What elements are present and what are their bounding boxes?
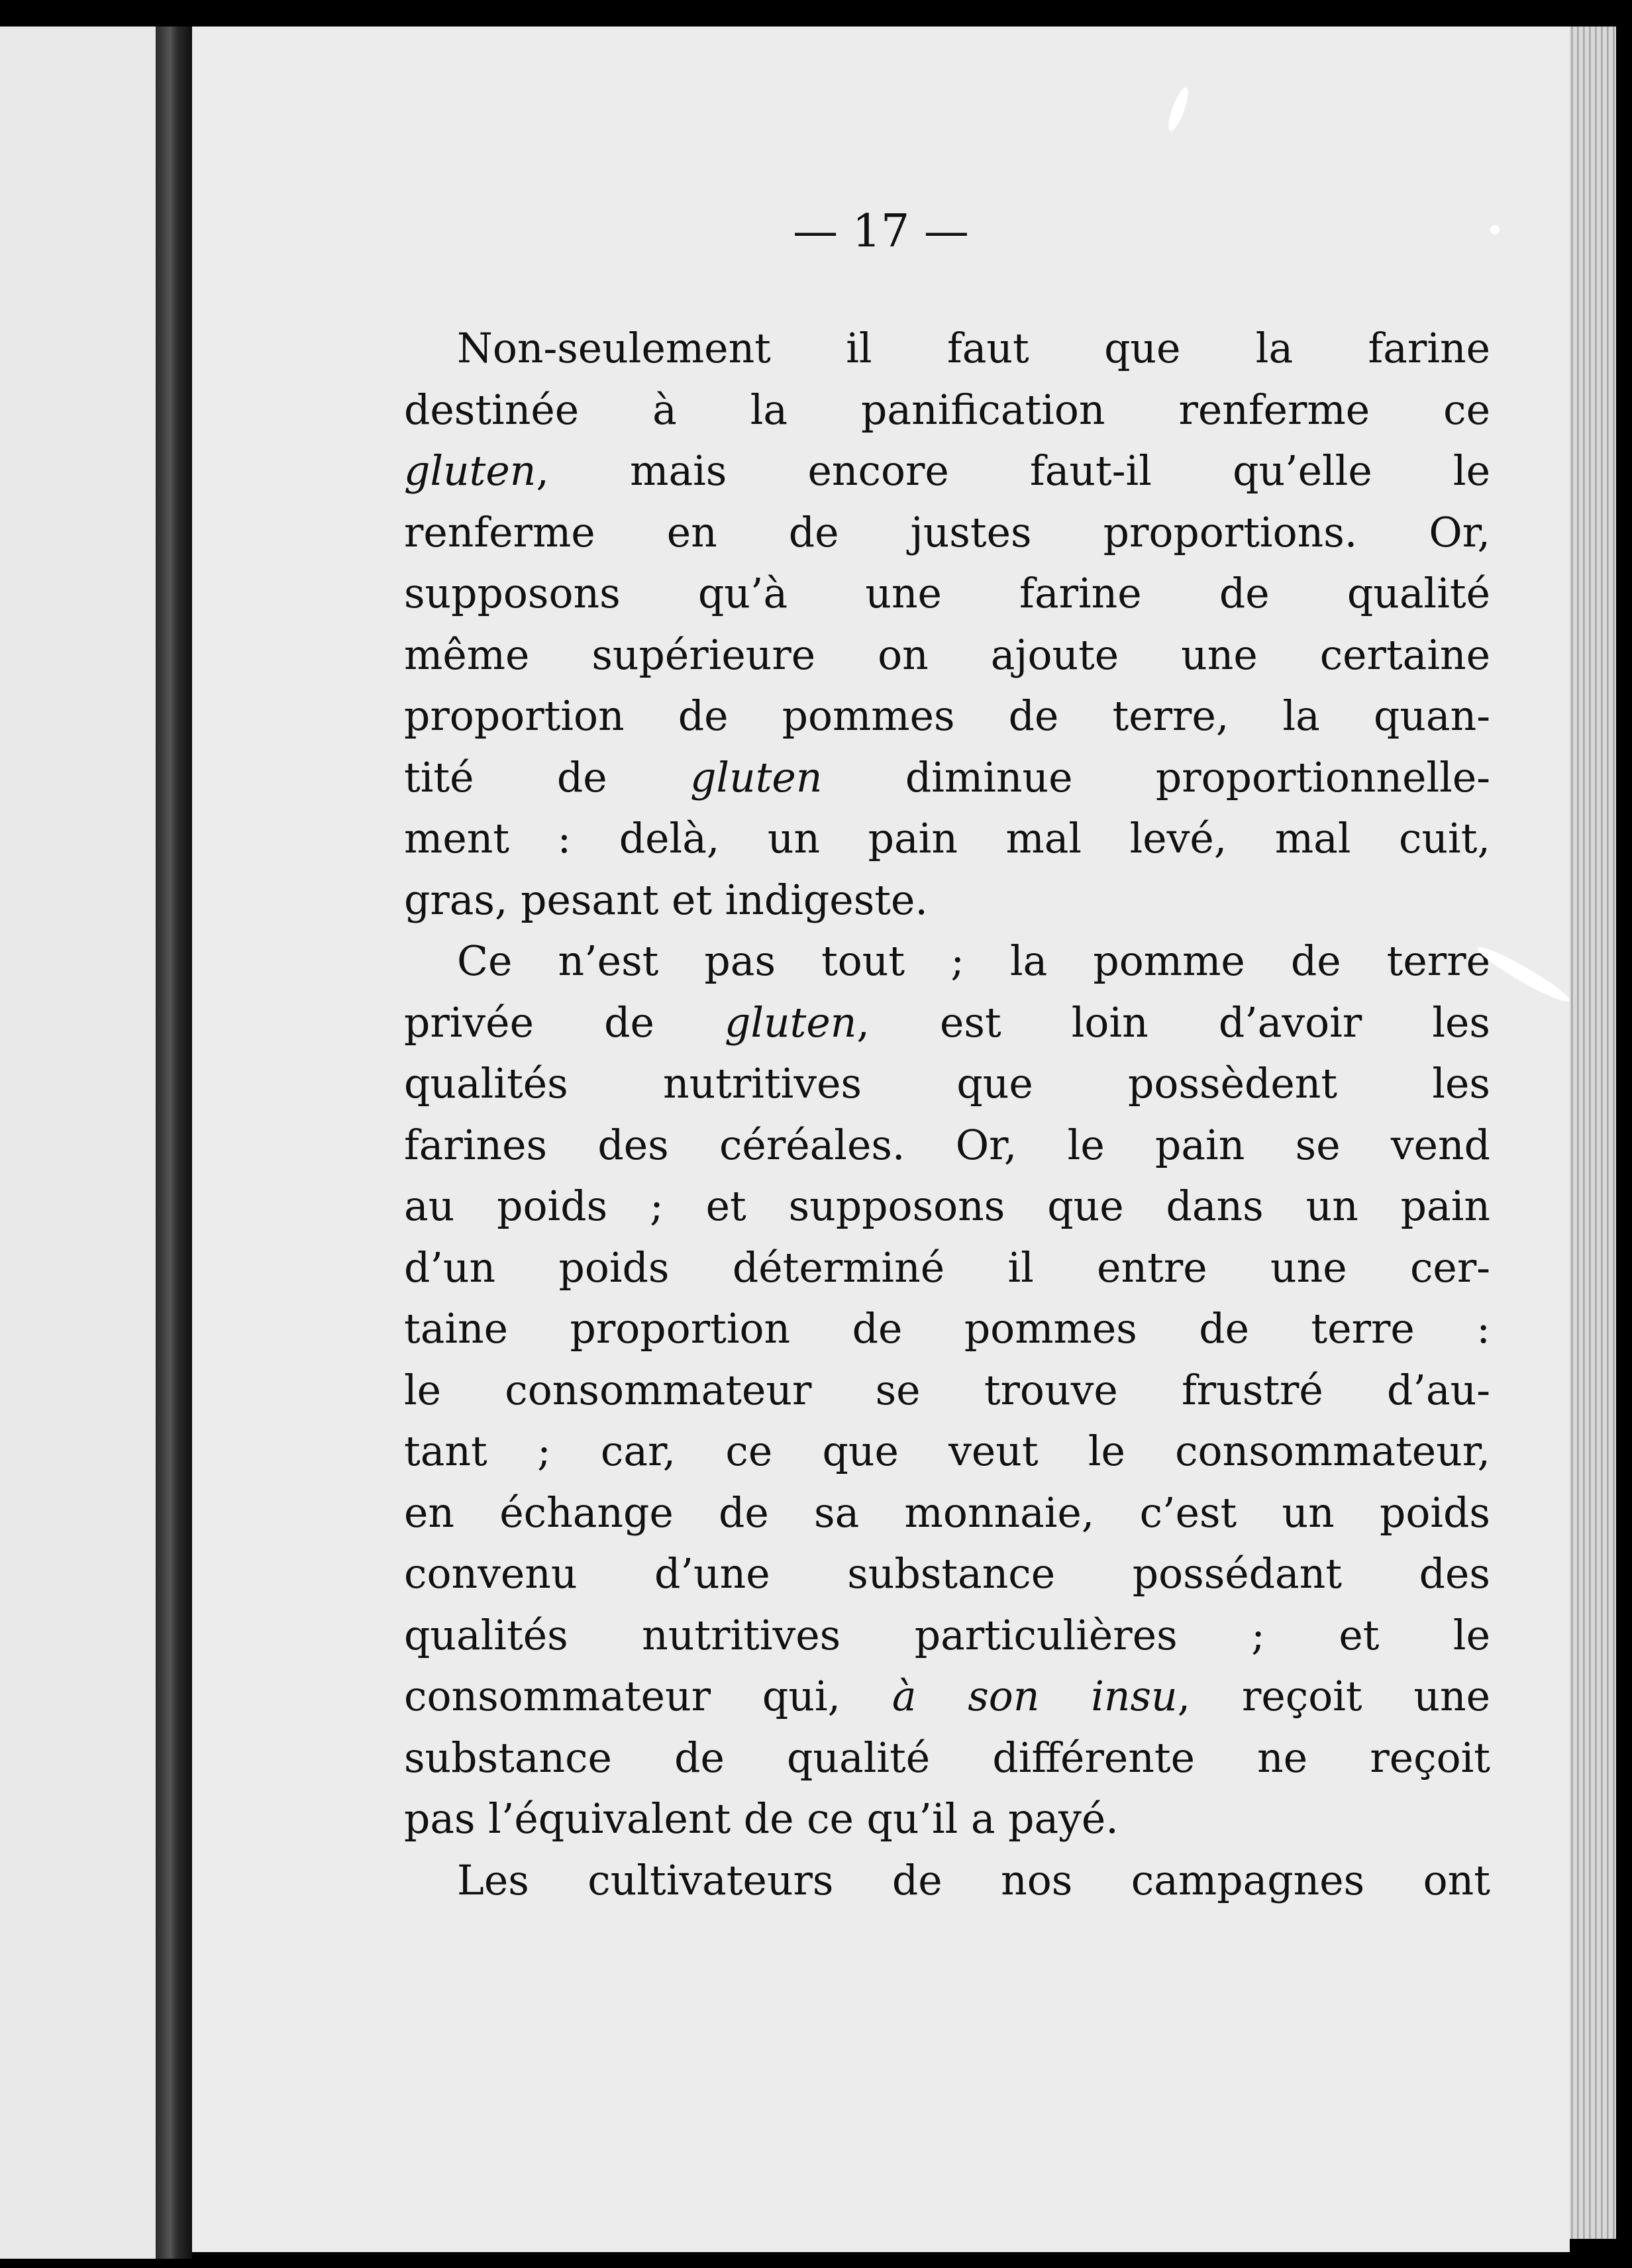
text-line: renferme en de justes proportions. Or, [404,508,1490,556]
text-line: en échange de sa monnaie, c’est un poids [404,1488,1490,1537]
text-line: taine proportion de pommes de terre : [404,1305,1490,1353]
text-line: convenu d’une substance possédant des [404,1550,1490,1598]
text-line: gras, pesant et indigeste. [404,876,928,924]
text-line: tité de gluten diminue proportionnelle- [404,753,1490,801]
text-line: supposons qu’à une farine de qualité [404,570,1490,617]
text-line: au poids ; et supposons que dans un pain [404,1182,1490,1230]
text-line: le consommateur se trouve frustré d’au- [404,1366,1490,1414]
text-line: privée de gluten, est loin d’avoir les [404,998,1490,1047]
page-number: — 17 — [793,205,969,258]
text-line: Ce n’est pas tout ; la pomme de terre [457,937,1490,985]
text-line: Non-seulement il faut que la farine [457,325,1490,372]
text-line: Les cultivateurs de nos campagnes ont [457,1856,1490,1904]
text-line: tant ; car, ce que veut le consommateur, [404,1427,1490,1475]
text-line: consommateur qui, à son insu, reçoit une [404,1673,1490,1720]
text-line: farines des céréales. Or, le pain se vend [404,1121,1490,1169]
text-line: qualités nutritives particulières ; et le [404,1611,1490,1659]
book-gutter [156,26,192,2259]
text-line: même supérieure on ajoute une certaine [404,631,1490,679]
text-line: pas l’équivalent de ce qu’il a payé. [404,1795,1119,1843]
text-line: substance de qualité différente ne reçoit [404,1733,1490,1782]
facing-page-edge [0,26,156,2259]
text-line: d’un poids déterminé il entre une cer- [404,1243,1490,1292]
text-line: proportion de pommes de terre, la quan- [404,692,1490,740]
body-text [404,318,1490,1911]
scan-speck [1165,85,1192,133]
text-line: ment : delà, un pain mal levé, mal cuit, [404,815,1490,862]
text-line: destinée à la panification renferme ce [404,386,1490,434]
text-line: qualités nutritives que possèdent les [404,1060,1490,1108]
scan-speck [1490,225,1500,234]
text-line: gluten, mais encore faut-il qu’elle le [404,447,1490,495]
book-page [192,26,1570,2252]
